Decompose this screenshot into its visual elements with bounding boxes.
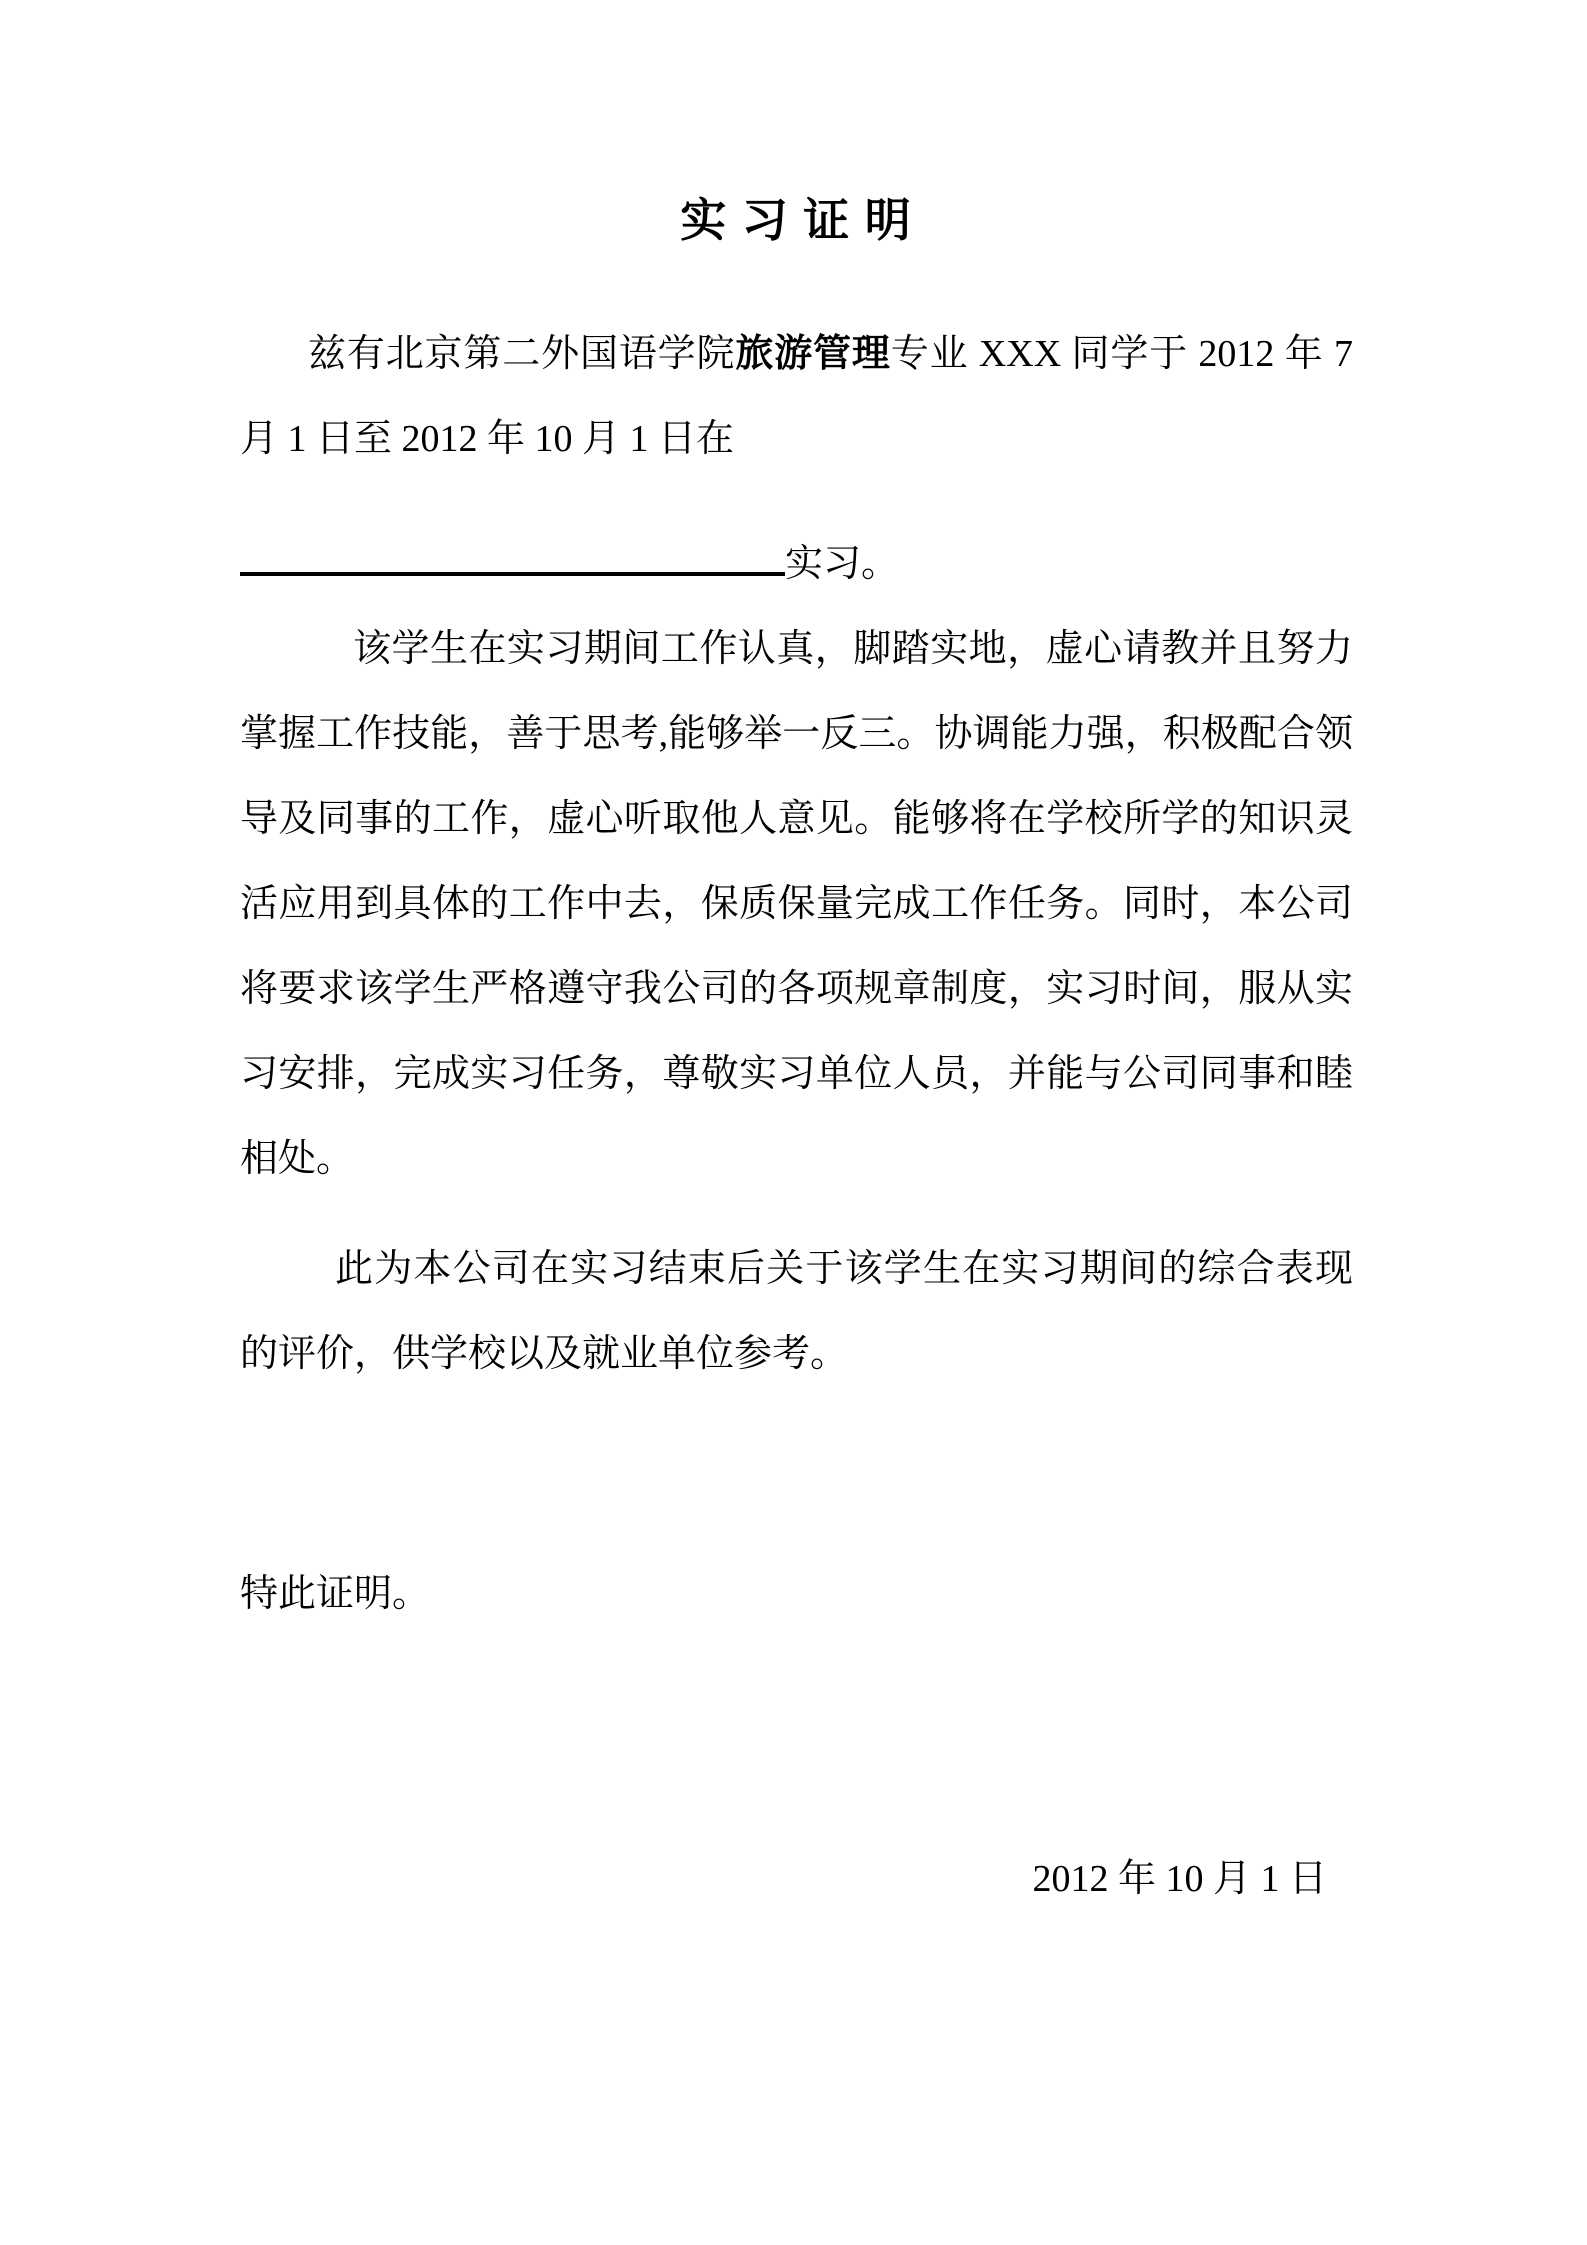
date-line: 2012 年 10 月 1 日 (1032, 1858, 1327, 1900)
purpose-paragraph: 此为本公司在实习结束后关于该学生在实习期间的综合表现的评价，供学校以及就业单位参考。 (240, 1248, 1353, 1375)
intro-text-segment: 兹有北京第二外国语学院 (308, 333, 736, 375)
closing-statement: 特此证明。 (240, 1573, 431, 1615)
document-title: 实 习 证 明 (680, 195, 913, 246)
blank-suffix-text: 实习。 (785, 543, 900, 585)
evaluation-paragraph: 该学生在实习期间工作认真，脚踏实地，虚心请教并且努力掌握工作技能，善于思考,能够举一反三。协调能力强，积极配合领导及同事的工作，虚心听取他人意见。能够将在学校所学的知识灵活应用到具体的工作中去，保质保量完成工作任务。同时，本公司将要求该学生严格遵守我公司的各项规章制度，实习时间，服从实习安排，完成实习任务，尊敬实习单位人员，并能与公司同事和睦相处。 (240, 628, 1353, 1180)
company-name-blank-underline (240, 538, 785, 576)
intro-text-segment: 专业 XXX 同学于 2012 年 7 月 1 日至 2012 年 10 月 1 日在 (240, 333, 1353, 460)
intro-paragraph (240, 312, 1353, 482)
major-name-bold-text: 旅游管理 (735, 333, 891, 375)
company-name-line (240, 522, 1353, 607)
